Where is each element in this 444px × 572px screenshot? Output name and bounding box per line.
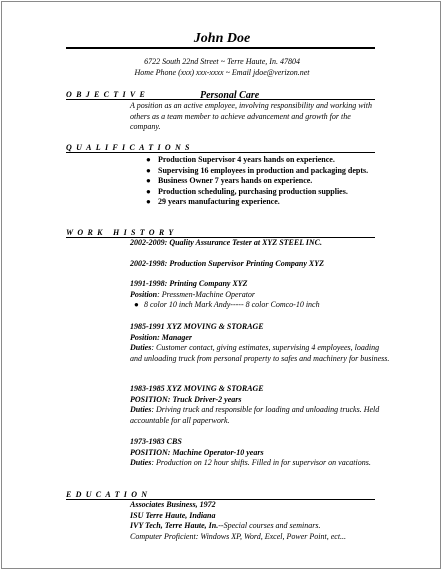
resume-name: John Doe: [193, 31, 251, 46]
work-entry: [130, 437, 390, 469]
work-entry-title: 2002-1998: Production Supervisor Printing Company XYZ: [130, 259, 325, 268]
list-item: ● Production Supervisor 4 years hands on experience.: [146, 155, 335, 164]
education-block: [130, 500, 390, 542]
qualifications-rule: [66, 152, 375, 153]
objective-text: A position as an active employee, involving responsibility and working with others as a team member to achieve advancement and growth for the company.: [130, 101, 372, 131]
work-entry: [130, 279, 390, 311]
address-line: 6722 South 22nd Street ~ Terre Haute, In. 47804: [144, 57, 300, 66]
work-entry-position: POSITION: Truck Driver-2 years: [130, 394, 242, 404]
list-item: ● 29 years manufacturing experience.: [146, 197, 280, 206]
work-entry-title: 2002-2009: Quality Assurance Tester at XYZ STEEL INC.: [130, 238, 323, 247]
education-degree: Associates Business, 1972: [130, 500, 216, 509]
work-entry: [130, 259, 390, 270]
work-entry-position: Position: Pressmen-Machine Operator: [130, 289, 256, 299]
work-entry: [130, 322, 390, 364]
work-entry-title: 1985-1991 XYZ MOVING & STORAGE: [130, 322, 264, 331]
list-item: ● Supervising 16 employees in production and packaging depts.: [146, 165, 369, 175]
education-heading: EDUCATION: [66, 490, 152, 499]
work-entry-title: 1983-1985 XYZ MOVING & STORAGE: [130, 384, 264, 393]
contact-line: Home Phone (xxx) xxx-xxxx ~ Email jdoe@verizon.net: [134, 68, 310, 77]
education-school: ISU Terre Haute, Indiana: [130, 510, 216, 520]
work-entry-duties: Duties: Production on 12 hour shifts. Filled in for supervisor on vacations.: [130, 458, 371, 467]
work-entry: [130, 384, 390, 426]
list-item: ● Business Owner 7 years hands on experience.: [146, 176, 313, 185]
work-entry-bullet: ● 8 color 10 inch Mark Andy----- 8 color Comco-10 inch: [134, 300, 320, 309]
work-entry-title: 1973-1983 CBS: [130, 437, 182, 446]
qualifications-heading: QUALIFICATIONS: [66, 143, 194, 152]
work-history-heading: WORK HISTORY: [66, 228, 178, 237]
objective-heading: OBJECTIVE: [66, 90, 150, 99]
header-rule: [66, 47, 375, 49]
work-entry-duties: Duties: Driving truck and responsible for loading and unloading trucks. Held accountable for all paperwork.: [130, 405, 380, 425]
objective-title: Personal Care: [200, 90, 260, 101]
education-computer: Computer Proficient: Windows XP, Word, Excel, Power Point, ect...: [130, 531, 347, 541]
list-item: ● Production scheduling, purchasing production supplies.: [146, 186, 348, 196]
work-entry-position: POSITION: Machine Operator-10 years: [130, 447, 264, 457]
work-entry-title: 1991-1998: Printing Company XYZ: [130, 279, 248, 288]
qualifications-list: [146, 155, 376, 208]
work-entry-position: Position: Manager: [130, 332, 193, 342]
work-entry-duties: Duties: Customer contact, giving estimates, supervising 4 employees, loading and unloading truck from personal property to safes and machinery for business.: [130, 343, 390, 363]
work-entry: [130, 238, 390, 249]
education-courses: IVY Tech, Terre Haute, In.--Special courses and seminars.: [130, 521, 321, 530]
